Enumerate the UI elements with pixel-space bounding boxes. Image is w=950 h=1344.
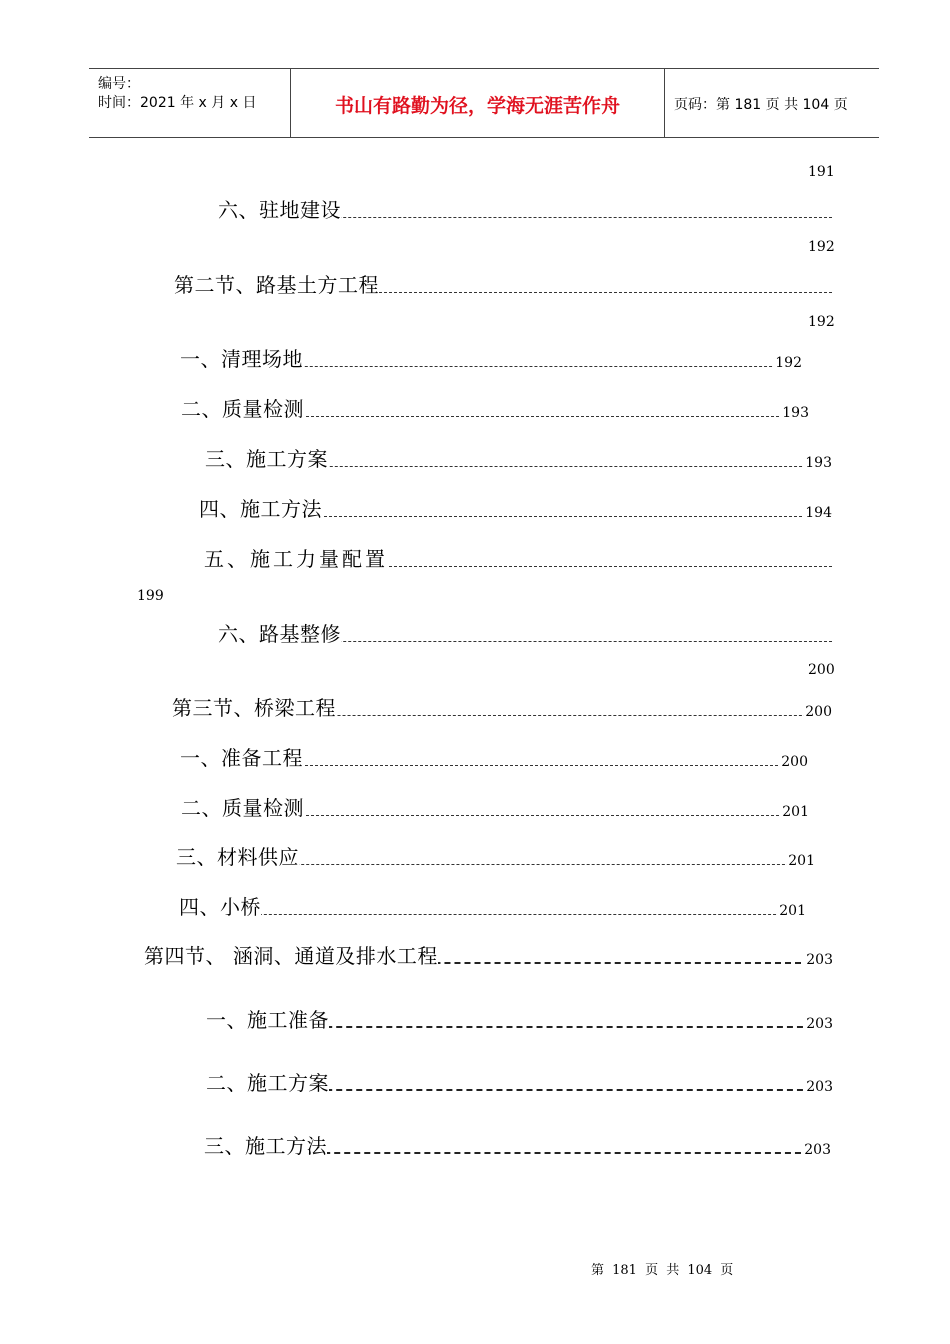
toc-entry[interactable]	[205, 445, 832, 475]
wrapped-page-number: 192	[808, 314, 835, 330]
toc-entry-page: 200	[781, 754, 808, 770]
toc-entry-label: 二、质量检测	[181, 796, 304, 820]
toc-entry[interactable]	[180, 345, 802, 375]
toc-entry-page: 203	[804, 1142, 831, 1158]
toc-entry-page: 193	[805, 455, 832, 471]
toc-entry-page: 200	[805, 704, 832, 720]
toc-entry[interactable]	[204, 1132, 831, 1162]
toc-entry[interactable]	[176, 843, 815, 873]
toc-entry[interactable]	[218, 620, 832, 650]
toc-entry-label: 一、准备工程	[180, 746, 303, 770]
toc-entry-label: 四、小桥	[179, 895, 261, 919]
toc-entry[interactable]	[144, 942, 833, 972]
toc-entry-label: 四、施工方法	[199, 497, 322, 521]
toc-entry-page: 203	[806, 952, 833, 968]
toc-entry-label: 六、驻地建设	[218, 198, 341, 222]
toc-entry[interactable]	[174, 271, 832, 301]
toc-entry-page: 193	[782, 405, 809, 421]
toc-entry-label: 六、路基整修	[218, 622, 341, 646]
document-number-label: 编号：	[98, 76, 140, 92]
toc-entry[interactable]	[172, 694, 832, 724]
toc-entry-page: 201	[782, 804, 809, 820]
toc-entry-label: 一、施工准备	[206, 1008, 329, 1032]
toc-entry-label: 第三节、桥梁工程	[172, 696, 336, 720]
toc-entry-label: 一、清理场地	[180, 347, 303, 371]
toc-entry-page: 203	[806, 1016, 833, 1032]
toc-entry-page: 201	[779, 903, 806, 919]
toc-entry-label: 第四节、 涵洞、通道及排水工程	[144, 944, 438, 968]
dot-leader	[179, 914, 806, 915]
toc-entry[interactable]	[206, 1006, 833, 1036]
toc-entry-label: 二、施工方案	[206, 1071, 329, 1095]
motto: 书山有路勤为径，学海无涯苦作舟	[334, 95, 620, 117]
toc-entry-label: 二、质量检测	[181, 397, 304, 421]
toc-entry-label: 三、材料供应	[176, 845, 299, 869]
toc-entry[interactable]	[218, 196, 832, 226]
toc-entry-page: 203	[806, 1079, 833, 1095]
toc-entry-label: 五、施工力量配置	[204, 547, 388, 571]
wrapped-page-number: 192	[808, 239, 835, 255]
document-time-label: 时间：2021 年 x 月 x 日	[98, 95, 257, 111]
toc-entry[interactable]	[179, 893, 806, 923]
page-footer: 第 181 页 共 104 页	[591, 1263, 734, 1278]
page-info: 页码：第 181 页 共 104 页	[674, 97, 848, 113]
toc-entry-page: 201	[788, 853, 815, 869]
toc-entry[interactable]	[204, 545, 832, 575]
wrapped-page-number: 200	[808, 662, 835, 678]
toc-entry-page: 192	[775, 355, 802, 371]
toc-entry[interactable]	[181, 395, 809, 425]
toc-entry-label: 三、施工方法	[204, 1134, 327, 1158]
wrapped-page-number: 199	[137, 588, 164, 604]
toc-entry[interactable]	[180, 744, 808, 774]
toc-entry[interactable]	[199, 495, 832, 525]
toc-entry[interactable]	[181, 794, 809, 824]
toc-entry-label: 三、施工方案	[205, 447, 328, 471]
toc-entry-page: 194	[805, 505, 832, 521]
toc-entry-label: 第二节、路基土方工程	[174, 273, 379, 297]
wrapped-page-number: 191	[808, 164, 835, 180]
toc-entry[interactable]	[206, 1069, 833, 1099]
